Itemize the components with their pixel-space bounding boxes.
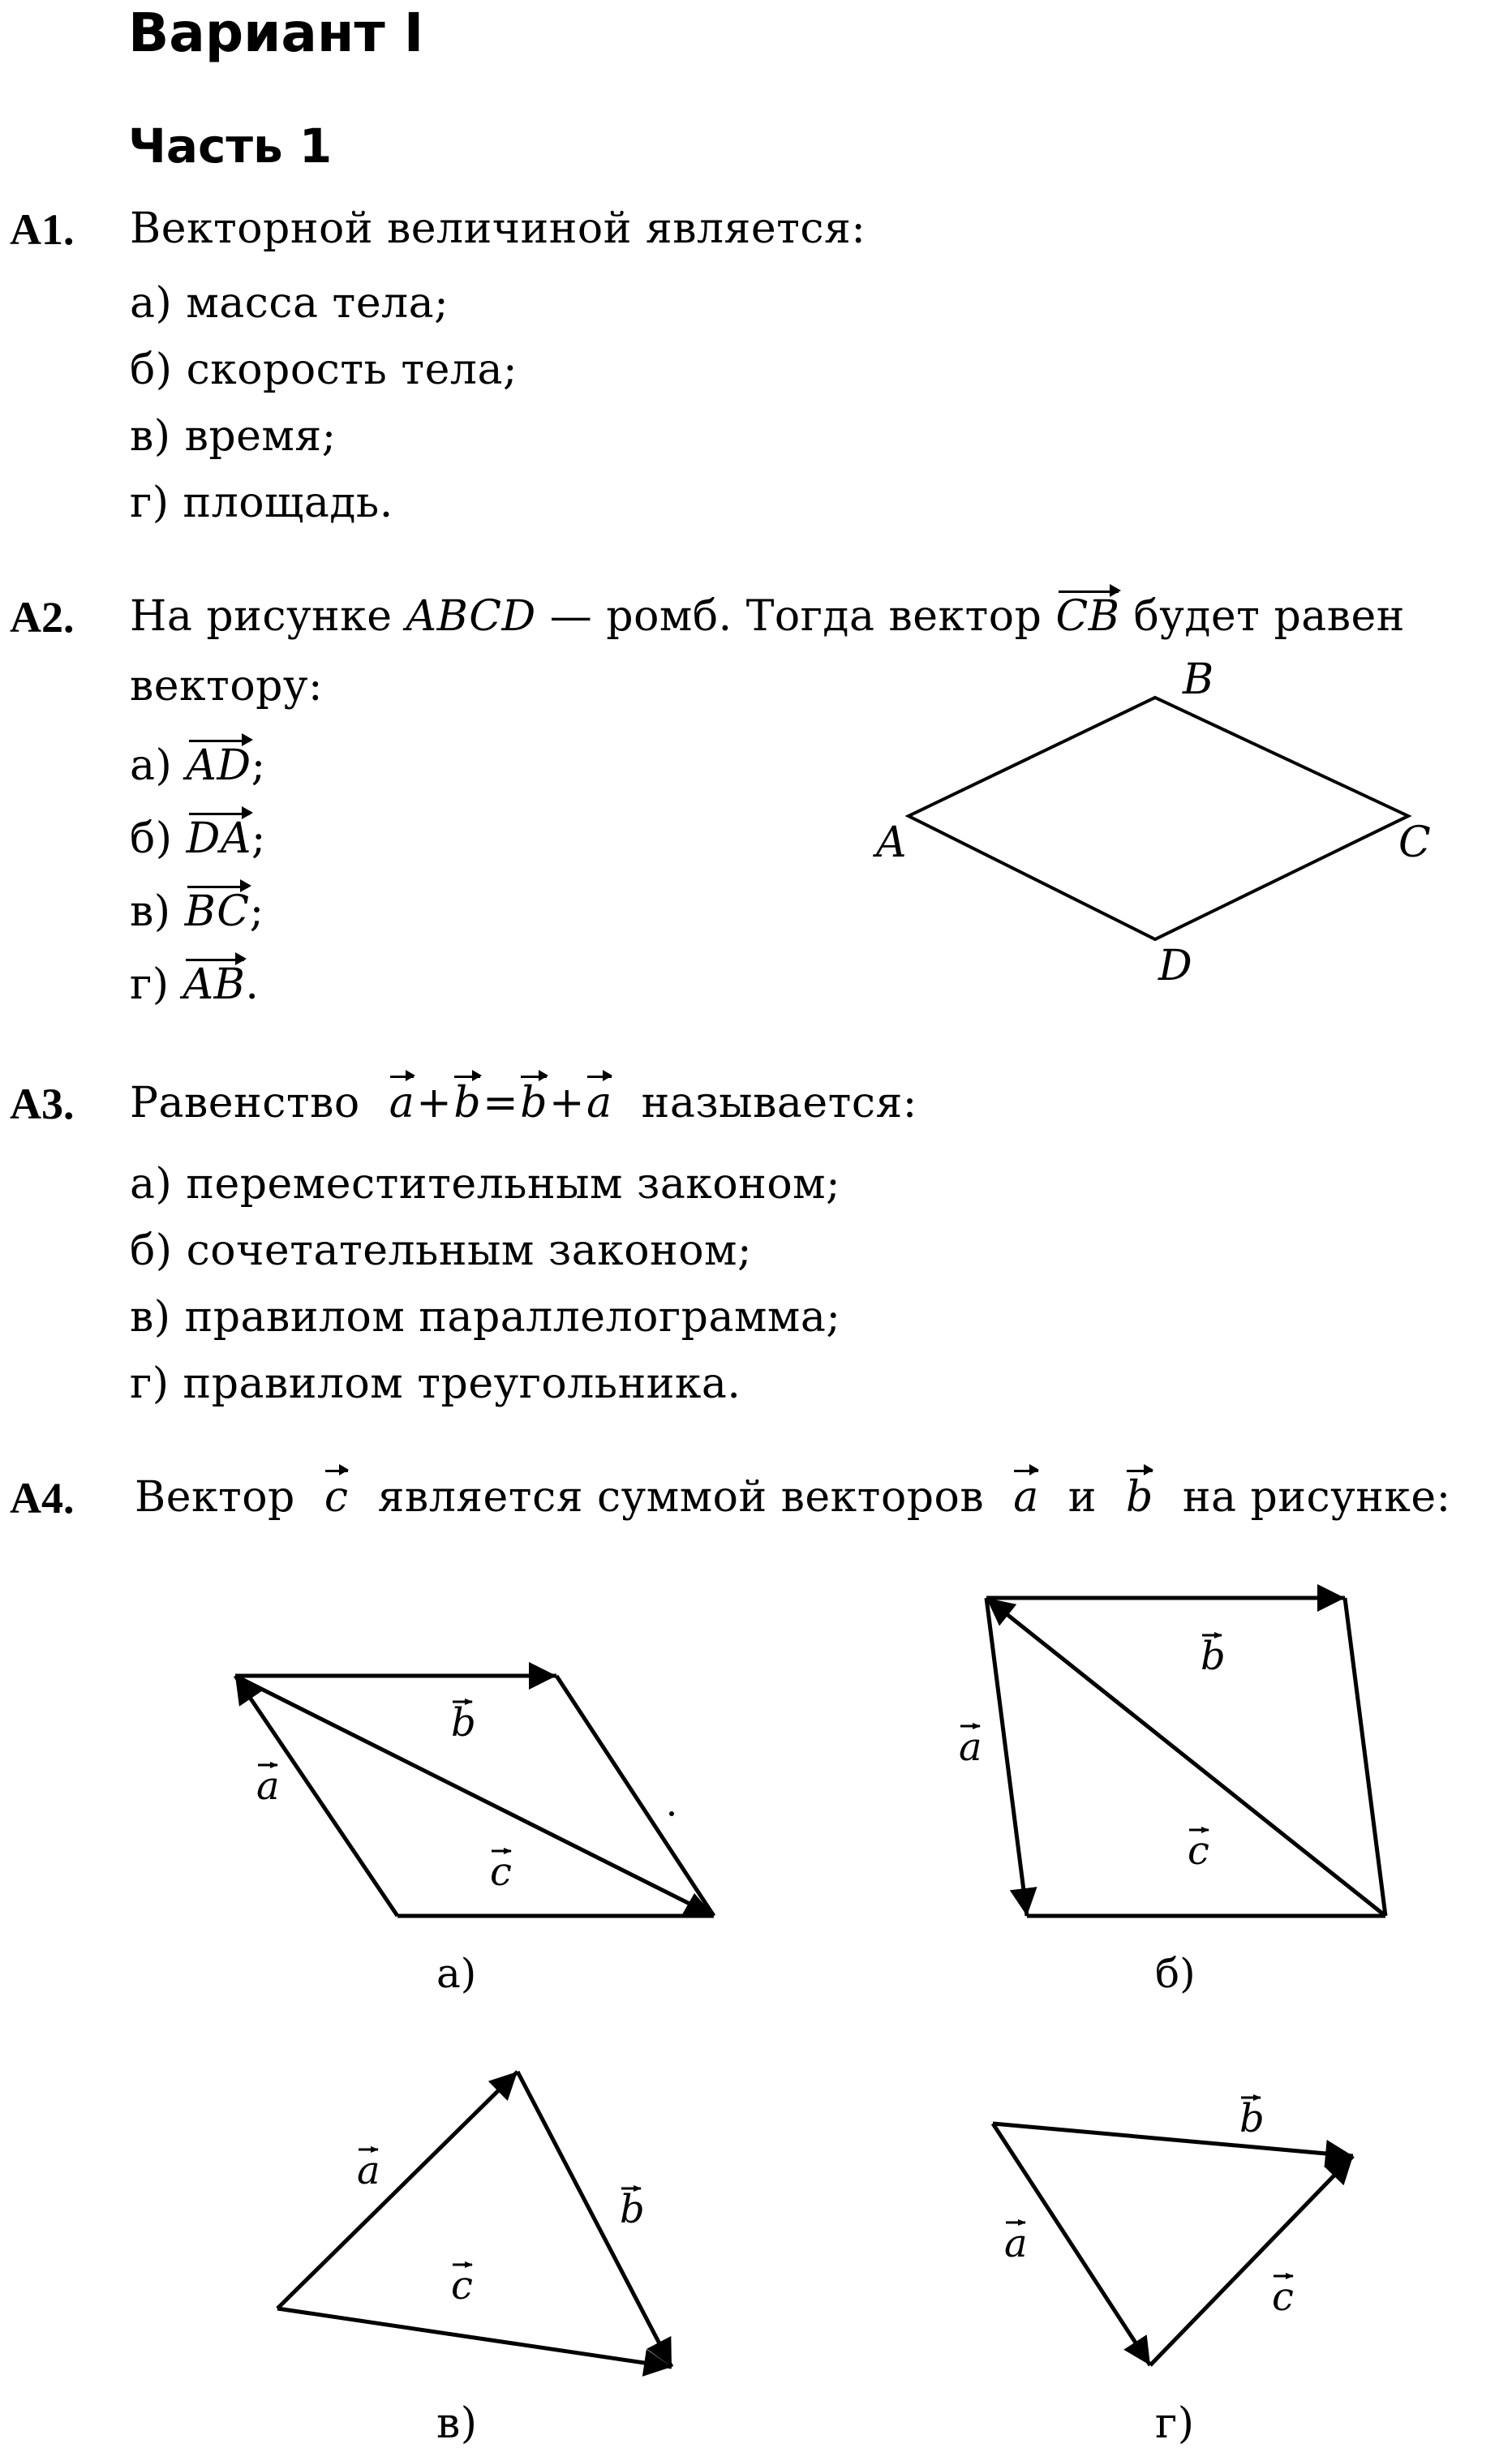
label-a: a bbox=[959, 1724, 982, 1770]
a2-option-b: б) DA; bbox=[130, 814, 266, 863]
question-a3-text: Равенство a+b=b+a называется: bbox=[130, 1079, 917, 1127]
vector-b-arrow bbox=[518, 2072, 672, 2367]
vector-c: c bbox=[324, 1473, 349, 1522]
a2-option-a: а) AD; bbox=[130, 741, 266, 790]
part-title: Часть 1 bbox=[128, 118, 333, 174]
label-a: A bbox=[876, 818, 907, 867]
vector-a-arrow bbox=[986, 1598, 1027, 1916]
label-b: b bbox=[1201, 1634, 1226, 1679]
caption-g: г) bbox=[1155, 2399, 1195, 2448]
vector-cb: CB bbox=[1055, 592, 1120, 641]
caption-a: а) bbox=[436, 1950, 477, 1997]
a2-option-c: в) BC; bbox=[130, 887, 264, 936]
question-a4-text: Вектор c является суммой векторов a и b на рисунке: bbox=[135, 1473, 1451, 1522]
vector-b-arrow bbox=[993, 2124, 1353, 2156]
a1-option-b: б) скорость тела; bbox=[130, 346, 518, 394]
vector-c-arrow bbox=[277, 2308, 672, 2367]
label-c: c bbox=[1272, 2274, 1294, 2320]
label-b: b bbox=[451, 1700, 476, 1746]
a1-option-d: г) площадь. bbox=[130, 479, 393, 527]
label-c: c bbox=[1188, 1828, 1209, 1874]
vector-a: a bbox=[389, 1079, 415, 1127]
question-number-a4: A4. bbox=[10, 1474, 75, 1522]
vector-c-arrowhead bbox=[681, 1893, 714, 1916]
vector-c-arrow bbox=[986, 1598, 1385, 1916]
label-d: D bbox=[1158, 942, 1192, 990]
vector-ad: AD bbox=[186, 741, 251, 790]
vector-a-arrow bbox=[277, 2072, 518, 2308]
question-number-a1: A1. bbox=[10, 205, 75, 254]
label-c: c bbox=[490, 1849, 512, 1895]
vector-a: a bbox=[1013, 1473, 1039, 1522]
side-line bbox=[556, 1676, 714, 1916]
question-a2-text-line2: вектору: bbox=[130, 662, 324, 711]
figure-v bbox=[277, 2072, 672, 2367]
vector-da: DA bbox=[186, 814, 251, 863]
label-a: a bbox=[1004, 2221, 1028, 2266]
rhombus-figure bbox=[860, 649, 1460, 1006]
dot bbox=[669, 1811, 674, 1816]
label-c: C bbox=[1398, 818, 1431, 867]
label-c: c bbox=[451, 2263, 473, 2308]
label-a: a bbox=[256, 1763, 280, 1809]
vector-b: b bbox=[1126, 1473, 1153, 1522]
a3-option-b: б) сочетательным законом; bbox=[130, 1226, 752, 1275]
vector-b: b bbox=[520, 1079, 548, 1127]
side-line bbox=[1345, 1598, 1385, 1916]
caption-b: б) bbox=[1155, 1950, 1196, 1997]
vector-c-arrow bbox=[1150, 2156, 1353, 2365]
a3-option-c: в) правилом параллелограмма; bbox=[130, 1293, 841, 1342]
question-a1-text: Векторной величиной является: bbox=[130, 204, 866, 253]
rhombus-abcd bbox=[908, 698, 1408, 939]
a1-option-a: а) масса тела; bbox=[130, 279, 449, 328]
label-b: B bbox=[1183, 655, 1214, 704]
vector-bc: BC bbox=[184, 887, 250, 936]
question-a2-text: На рисунке ABCD — ромб. Тогда вектор CB будет равен bbox=[130, 592, 1405, 641]
vector-b: b bbox=[453, 1079, 482, 1127]
vector-ab: AB bbox=[183, 960, 246, 1009]
figure-g bbox=[993, 2096, 1353, 2365]
caption-v: в) bbox=[436, 2399, 478, 2448]
a2-option-d: г) AB. bbox=[130, 960, 260, 1009]
question-number-a2: A2. bbox=[10, 593, 75, 642]
vector-a: a bbox=[586, 1079, 612, 1127]
label-b: b bbox=[620, 2187, 645, 2232]
figure-b bbox=[959, 1598, 1385, 1997]
variant-title: Вариант I bbox=[128, 2, 424, 64]
question-number-a3: A3. bbox=[10, 1080, 75, 1128]
label-a: a bbox=[357, 2148, 380, 2193]
figure-a bbox=[235, 1676, 714, 1997]
label-b: b bbox=[1239, 2096, 1265, 2141]
vector-figures bbox=[0, 1565, 1512, 2433]
a3-option-d: г) правилом треугольника. bbox=[130, 1359, 741, 1408]
figure-name: ABCD bbox=[406, 592, 536, 641]
a3-option-a: а) переместительным законом; bbox=[130, 1160, 841, 1209]
a1-option-c: в) время; bbox=[130, 412, 337, 461]
